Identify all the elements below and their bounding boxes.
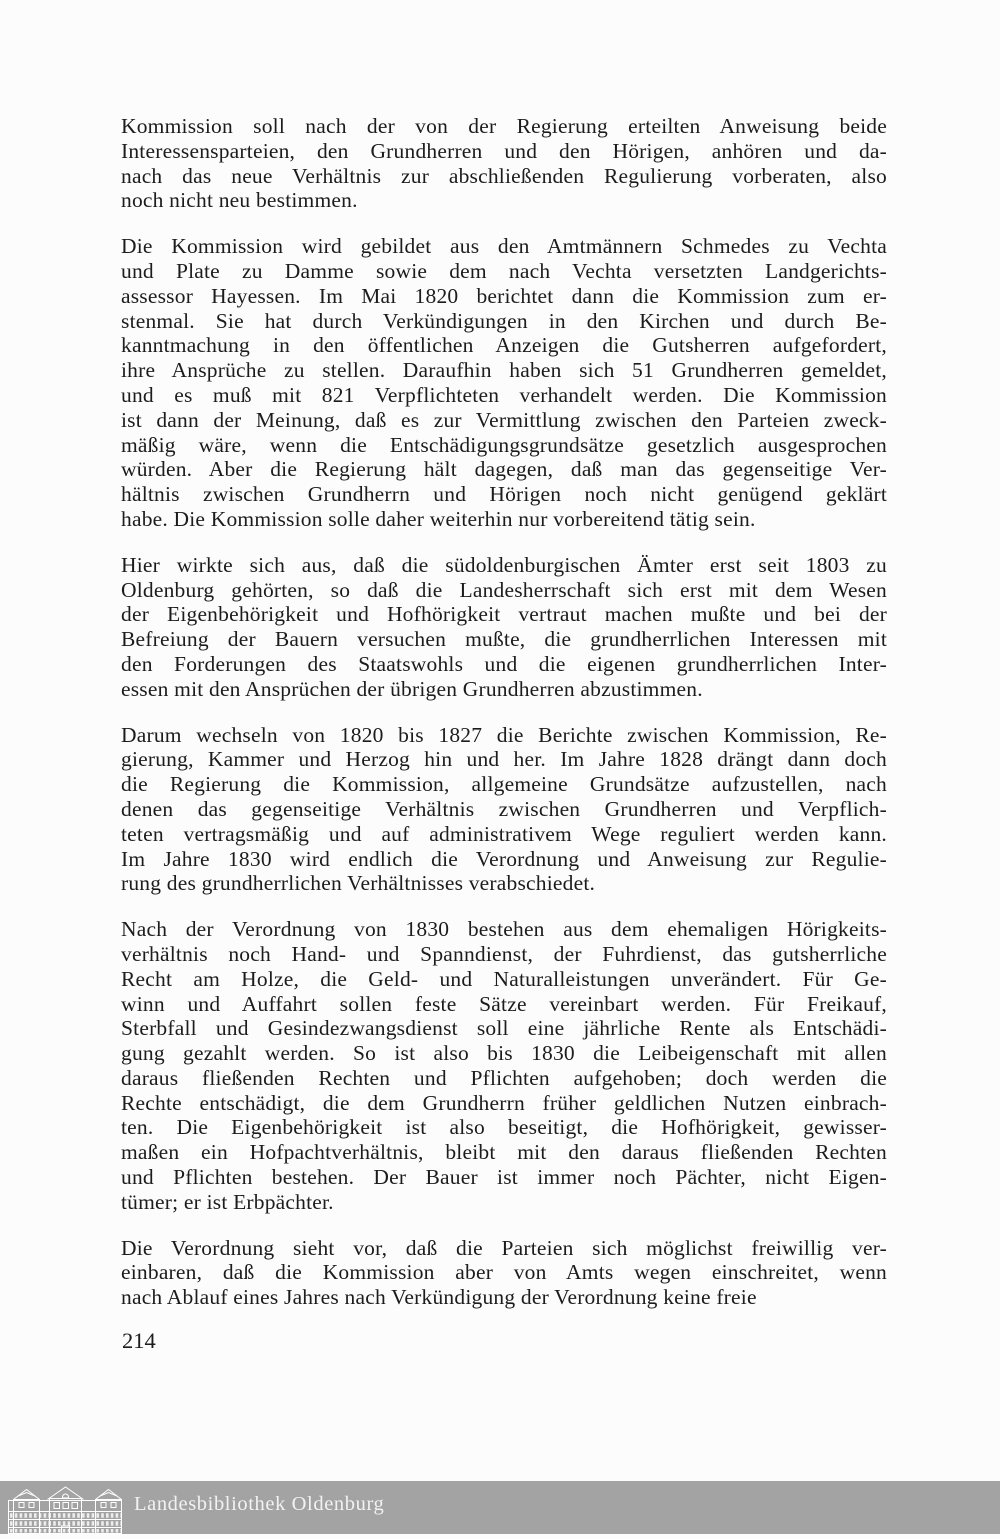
paragraph: Die Kommission wird gebildet aus den Amtmännern Schmedes zu Vechta und Plate zu Damme sowie dem nach Vechta versetzten Landgerichts- assessor Hayessen. Im Mai 1820 berichtet dann die Kommission zum er- stenmal. Sie hat durch Verkündigungen in den Kirchen und durch Be- kanntmachung in den öffentlichen Anzeigen die Gutsherren aufgefordert, ihre Ansprüche zu stellen. Daraufhin haben sich 51 Grundherren gemeldet, und es muß mit 821 Verpflichteten verhandelt werden. Die Kommission ist dann der Meinung, daß es zur Vermittlung zwischen den Parteien zweck- mäßig wäre, wenn die Entschädigungsgrundsätze gesetzlich ausgesprochen würden. Aber die Regierung hält dagegen, daß man das gegenseitige Ver- hältnis zwischen Grundherrn und Hörigen noch nicht genügend geklärt habe. Die Kommission solle daher weiterhin nur vorbereitend tätig sein. [121, 234, 887, 531]
paragraph: Nach der Verordnung von 1830 bestehen aus dem ehemaligen Hörigkeits- verhältnis noch Hand- und Spanndienst, der Fuhrdienst, das gutsherrliche Recht am Holze, die Geld- und Naturalleistungen unverändert. Für Ge- winn und Auffahrt sollen feste Sätze vereinbart werden. Für Freikauf, Sterbfall und Gesindezwangsdienst soll eine jährliche Rente als Entschädi- gung gezahlt werden. So ist also bis 1830 die Leibeigenschaft mit allen daraus fließenden Rechten und Pflichten aufgehoben; doch werden die Rechte entschädigt, die dem Grundherrn früher geldlichen Nutzen einbrach- ten. Die Eigenbehörigkeit ist also beseitigt, die Hofhörigkeit, gewisser- maßen ein Hofpachtverhältnis, bleibt mit den daraus fließenden Rechten und Pflichten bestehen. Der Bauer ist immer noch Pächter, nicht Eigen- tümer; er ist Erbpächter. [121, 917, 887, 1214]
page-text [121, 114, 887, 1331]
paragraph: Darum wechseln von 1820 bis 1827 die Berichte zwischen Kommission, Re- gierung, Kammer und Herzog hin und her. Im Jahre 1828 drängt dann doch die Regierung die Kommission, allgemeine Grundsätze aufzustellen, nach denen das gegenseitige Verhältnis zwischen Grundherren und Verpflich- teten vertragsmäßig und auf administrativem Wege reguliert werden kann. Im Jahre 1830 wird endlich die Verordnung und Anweisung zur Regulie- rung des grundherrlichen Verhältnisses verabschiedet. [121, 722, 887, 896]
paragraph: Die Verordnung sieht vor, daß die Parteien sich möglichst freiwillig ver- einbaren, daß die Kommission aber von Amts wegen einschreitet, wenn nach Ablauf eines Jahres nach Verkündigung der Verordnung keine freie [121, 1235, 887, 1310]
library-building-icon [7, 1486, 124, 1534]
footer-banner [0, 1481, 1000, 1534]
paragraph: Hier wirkte sich aus, daß die südoldenburgischen Ämter erst seit 1803 zu Oldenburg gehörten, so daß die Landesherrschaft sich erst mit dem Wesen der Eigenbehörigkeit und Hofhörigkeit vertraut machen mußte und bei der Befreiung der Bauern versuchen mußte, die grundherrlichen Interessen mit den Forderungen des Staatswohls und die eigenen grundherrlichen Inter- essen mit den Ansprüchen der übrigen Grundherren abzustimmen. [121, 552, 887, 701]
footer-label: Landesbibliothek Oldenburg [134, 1493, 385, 1515]
page-number: 214 [122, 1328, 156, 1353]
paragraph: Kommission soll nach der von der Regierung erteilten Anweisung beide Interessensparteien, den Grundherren und den Hörigen, anhören und da- nach das neue Verhältnis zur abschließenden Regulierung vorberaten, also noch nicht neu bestimmen. [121, 114, 887, 213]
